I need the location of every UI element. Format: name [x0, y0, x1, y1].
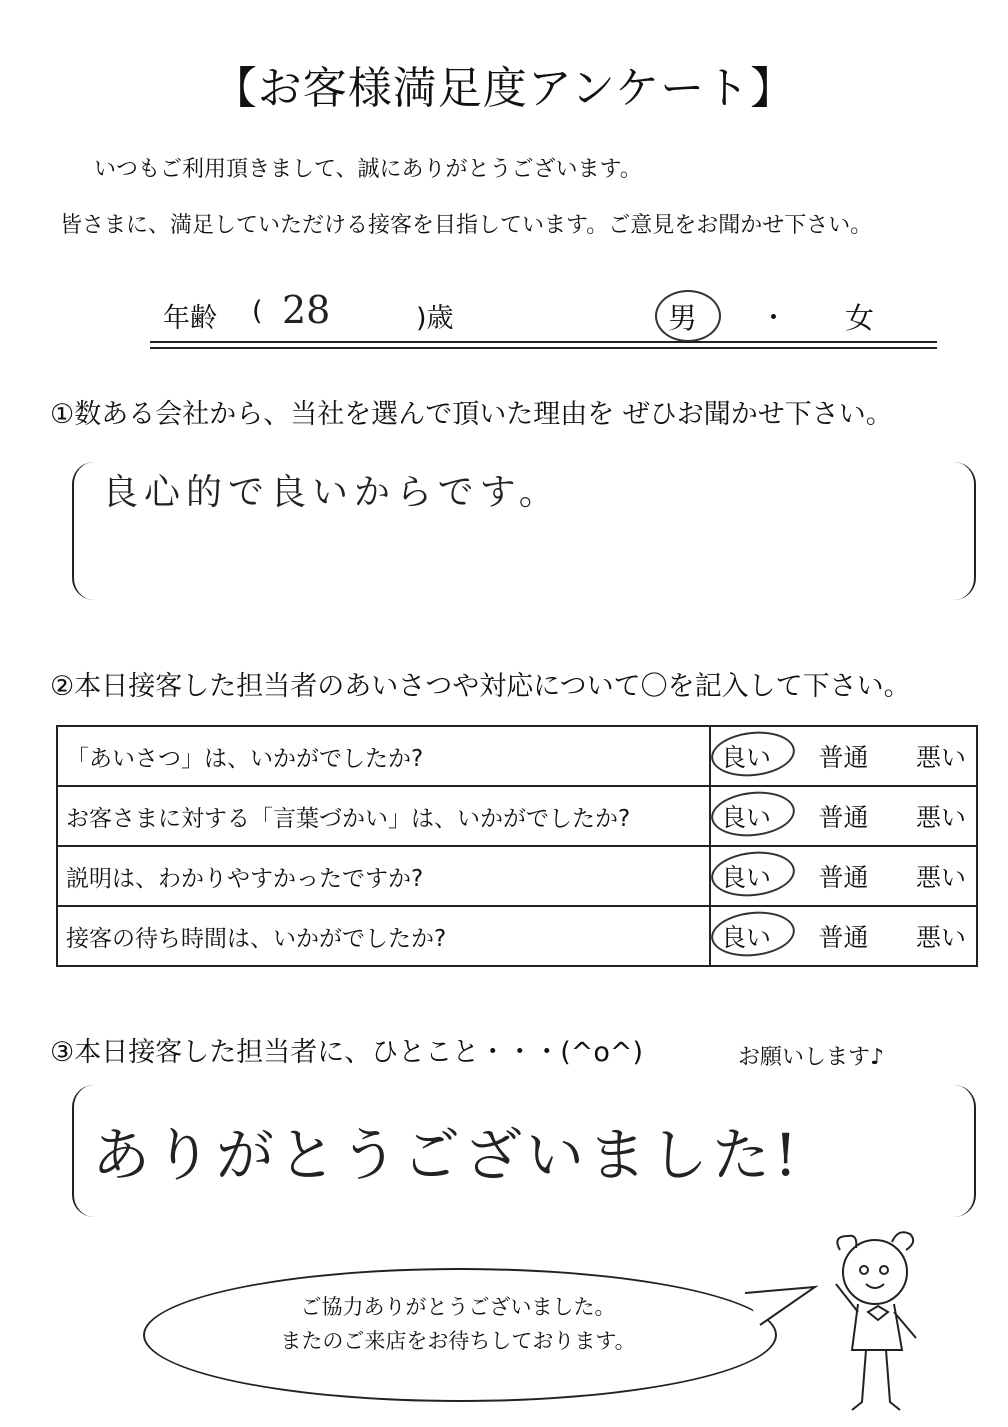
q1-bracket-right	[950, 462, 976, 600]
rating-option[interactable]: 悪い	[915, 803, 966, 832]
intro-line-2: 皆さまに、満足していただける接客を目指しています。ご意見をお聞かせ下さい。	[60, 213, 873, 238]
intro-line-1: いつもご利用頂きまして、誠にありがとうございます。	[94, 157, 642, 182]
rating-question: 「あいさつ」は、いかがでしたか?	[57, 726, 710, 786]
rating-options	[710, 906, 977, 966]
q3-bracket-right	[950, 1085, 976, 1217]
rating-row	[57, 786, 977, 846]
rating-table	[56, 725, 978, 967]
age-value[interactable]: 28	[282, 288, 331, 332]
rating-question: お客さまに対する「言葉づかい」は、いかがでしたか?	[57, 786, 710, 846]
mascot-illustration	[820, 1220, 940, 1420]
age-label: 年齢	[163, 303, 217, 334]
rating-options	[710, 846, 977, 906]
survey-title: 【お客様満足度アンケート】	[212, 63, 796, 114]
closing-line-1: ご協力ありがとうございました。	[300, 1295, 616, 1319]
rating-options	[710, 726, 977, 786]
rating-question: 説明は、わかりやすかったですか?	[57, 846, 710, 906]
rating-options	[710, 786, 977, 846]
gender-male-option[interactable]: 男	[668, 301, 698, 335]
gender-female-option[interactable]: 女	[845, 301, 875, 335]
rating-option[interactable]: 悪い	[915, 863, 966, 892]
rating-option[interactable]: 悪い	[915, 923, 966, 952]
q2-question: ②本日接客した担当者のあいさつや対応について〇を記入して下さい。	[50, 671, 911, 702]
q1-bracket-left	[72, 462, 98, 600]
q3-request: お願いします♪	[738, 1045, 885, 1070]
q1-answer[interactable]: 良心的で良いからです。	[102, 472, 561, 513]
rating-row	[57, 846, 977, 906]
rating-option[interactable]: 良い	[721, 803, 772, 832]
closing-line-2: またのご来店をお待ちしております。	[280, 1329, 636, 1353]
closing-message	[143, 1290, 773, 1358]
q3-question: ③本日接客した担当者に、ひとこと・・・(^o^)	[50, 1037, 644, 1068]
rating-question: 接客の待ち時間は、いかがでしたか?	[57, 906, 710, 966]
rating-option[interactable]: 良い	[721, 743, 772, 772]
age-open-paren: (	[252, 296, 263, 327]
rating-option[interactable]: 普通	[818, 863, 869, 892]
gender-separator: ・	[760, 303, 787, 334]
rating-row	[57, 726, 977, 786]
rating-option[interactable]: 普通	[818, 803, 869, 832]
profile-underline-top	[150, 341, 937, 343]
rating-option[interactable]: 普通	[818, 743, 869, 772]
rating-option[interactable]: 普通	[818, 923, 869, 952]
q3-answer[interactable]: ありがとうございました!	[92, 1121, 802, 1189]
age-close-paren: )歳	[416, 303, 454, 334]
rating-row	[57, 906, 977, 966]
rating-option[interactable]: 悪い	[915, 743, 966, 772]
q1-question: ①数ある会社から、当社を選んで頂いた理由を ぜひお聞かせ下さい。	[50, 399, 893, 430]
rating-option[interactable]: 良い	[721, 923, 772, 952]
rating-option[interactable]: 良い	[721, 863, 772, 892]
profile-underline-bottom	[150, 347, 937, 349]
